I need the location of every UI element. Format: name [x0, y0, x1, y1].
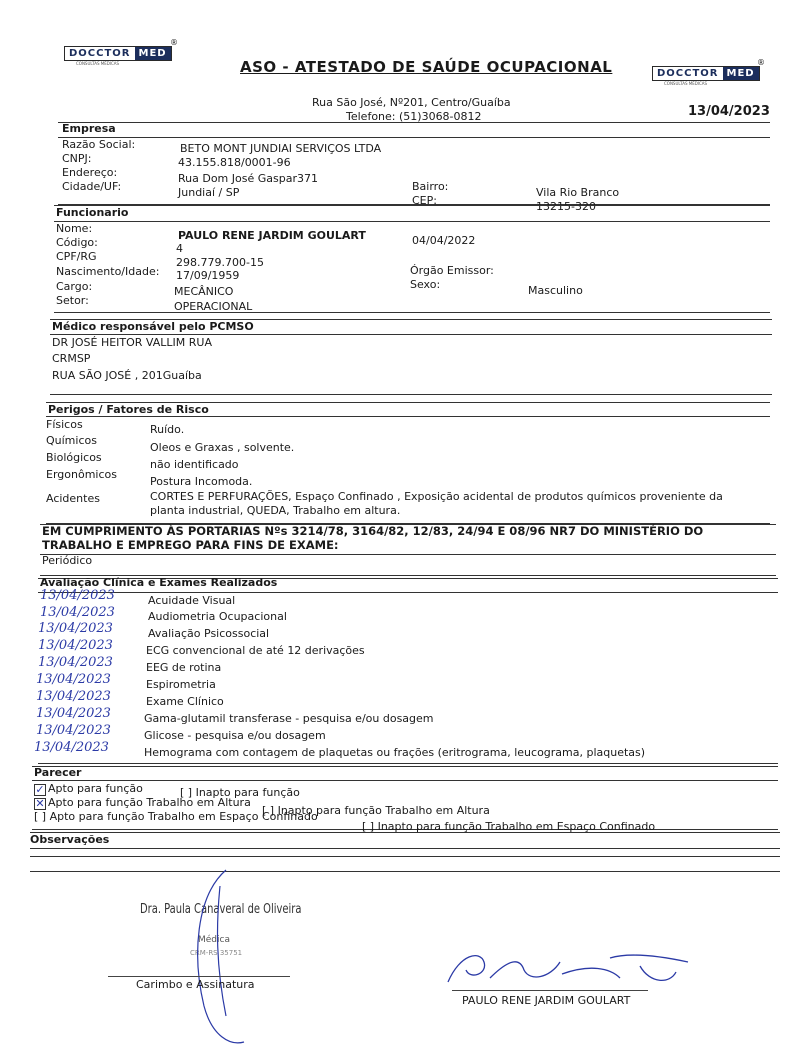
- apto-checkbox-checked[interactable]: ✓: [35, 783, 45, 796]
- risco-ergonomicos-label: Ergonômicos: [46, 468, 117, 481]
- cidade-value: Jundiaí / SP: [178, 186, 240, 199]
- clinic-phone: Telefone: (51)3068-0812: [346, 110, 482, 123]
- logo-text-b: MED: [135, 47, 171, 60]
- registered-mark: ®: [170, 38, 178, 47]
- exame-name: Exame Clínico: [146, 695, 224, 708]
- razao-label: Razão Social:: [62, 138, 136, 151]
- risco-acidentes-value: CORTES E PERFURAÇÕES, Espaço Confinado , Exposição acidental de produtos químicos proveniente da: [150, 490, 723, 503]
- exame-name: Avaliação Psicossocial: [148, 627, 270, 640]
- inapto-confinado-label: [ ] Inapto para função Trabalho em Espaço Confinado: [362, 820, 656, 833]
- bairro-value: Vila Rio Branco: [536, 186, 620, 199]
- exame-name: Audiometria Ocupacional: [148, 610, 287, 623]
- cep-value: 13215-320: [536, 200, 596, 213]
- codigo-label: Código:: [56, 236, 98, 249]
- riscos-title: Perigos / Fatores de Risco: [48, 403, 209, 416]
- setor-value: OPERACIONAL: [174, 300, 253, 313]
- document-date: 13/04/2023: [688, 104, 770, 119]
- exame-date: 13/04/2023: [36, 689, 111, 704]
- risco-fisicos-value: Ruído.: [150, 423, 185, 436]
- portarias-line1: EM CUMPRIMENTO ÀS PORTARIAS Nºs 3214/78, 3164/82, 12/83, 24/94 E 08/96 NR7 DO MINISTÉRIO DO: [42, 524, 704, 538]
- funcionario-title: Funcionario: [56, 206, 129, 219]
- page-title: ASO - ATESTADO DE SAÚDE OCUPACIONAL: [240, 58, 613, 76]
- exame-date: 13/04/2023: [36, 723, 111, 738]
- exame-date: 13/04/2023: [34, 740, 109, 755]
- apto-confinado-label: [ ] Apto para função Trabalho em Espaço Confinado: [34, 810, 318, 823]
- exame-name: Espirometria: [146, 678, 216, 691]
- cargo-value: MECÂNICO: [174, 285, 234, 298]
- stamp-role: Médica: [198, 935, 230, 945]
- docctor-med-logo-left: [64, 46, 172, 66]
- medico-crm: CRMSP: [52, 352, 91, 365]
- sexo-value: Masculino: [528, 284, 583, 297]
- risco-quimicos-value: Oleos e Graxas , solvente.: [150, 441, 295, 454]
- portarias-line2: TRABALHO E EMPREGO PARA FINS DE EXAME:: [42, 538, 339, 552]
- exame-name: Hemograma com contagem de plaquetas ou frações (eritrograma, leucograma, plaquetas): [144, 746, 646, 759]
- risco-quimicos-label: Químicos: [46, 434, 97, 447]
- endereco-label: Endereço:: [62, 166, 118, 179]
- exame-name: Gama-glutamil transferase - pesquisa e/ou dosagem: [144, 712, 434, 725]
- medico-endereco: RUA SÃO JOSÉ , 201Guaíba: [52, 369, 202, 382]
- razao-value: BETO MONT JUNDIAI SERVIÇOS LTDA: [180, 142, 382, 155]
- inapto-label: [ ] Inapto para função: [180, 786, 300, 799]
- nome-label: Nome:: [56, 222, 93, 235]
- carimbo-label: Carimbo e Assinatura: [136, 978, 255, 991]
- risco-biologicos-value: não identificado: [150, 458, 239, 471]
- logo-text-b: MED: [723, 67, 759, 80]
- inapto-altura-label: [ ] Inapto para função Trabalho em Altura: [262, 804, 490, 817]
- clinic-address: Rua São José, Nº201, Centro/Guaíba: [312, 96, 511, 109]
- bairro-label: Bairro:: [412, 180, 449, 193]
- docctor-med-logo-right: [652, 66, 760, 86]
- registered-mark: ®: [757, 58, 765, 67]
- risco-fisicos-label: Físicos: [46, 418, 83, 431]
- sexo-label: Sexo:: [410, 278, 441, 291]
- exames-title: Avaliação Clínica e Exames Realizados: [40, 576, 278, 589]
- employee-signature: [440, 948, 700, 992]
- risco-ergonomicos-value: Postura Incomoda.: [150, 475, 253, 488]
- cnpj-value: 43.155.818/0001-96: [178, 156, 291, 169]
- orgao-label: Órgão Emissor:: [410, 264, 494, 277]
- cep-label: CEP:: [412, 194, 437, 207]
- empresa-title: Empresa: [62, 122, 116, 135]
- exame-name: Glicose - pesquisa e/ou dosagem: [144, 729, 326, 742]
- observacoes-section: [30, 832, 780, 872]
- cidade-label: Cidade/UF:: [62, 180, 122, 193]
- nascimento-label: Nascimento/Idade:: [56, 265, 160, 278]
- cnpj-label: CNPJ:: [62, 152, 92, 165]
- doctor-signature-scribble: [186, 866, 256, 1056]
- logo-text-a: DOCCTOR: [657, 68, 719, 79]
- exame-name: ECG convencional de até 12 derivações: [146, 644, 365, 657]
- apto-altura-label: Apto para função Trabalho em Altura: [48, 796, 251, 809]
- stamp-name: Dra. Paula Canaveral de Oliveira: [140, 902, 302, 917]
- nome-date: 04/04/2022: [412, 234, 476, 247]
- medico-title: Médico responsável pelo PCMSO: [52, 320, 254, 333]
- nascimento-value: 17/09/1959: [176, 269, 240, 282]
- parecer-title: Parecer: [34, 766, 82, 779]
- risco-acidentes-label: Acidentes: [46, 492, 100, 505]
- cargo-label: Cargo:: [56, 280, 93, 293]
- exame-name: EEG de rotina: [146, 661, 222, 674]
- exame-date: 13/04/2023: [36, 706, 111, 721]
- exame-date: 13/04/2023: [38, 655, 113, 670]
- employee-name-signature: PAULO RENE JARDIM GOULART: [462, 994, 631, 1007]
- codigo-value: 4: [176, 242, 183, 255]
- apto-altura-checkbox-checked[interactable]: ✕: [35, 797, 45, 810]
- risco-biologicos-label: Biológicos: [46, 451, 102, 464]
- exame-date: 13/04/2023: [40, 605, 115, 620]
- risco-acidentes-value-2: planta industrial, QUEDA, Trabalho em altura.: [150, 504, 401, 517]
- tipo-exame: Periódico: [42, 554, 93, 567]
- exame-date: 13/04/2023: [40, 588, 115, 603]
- logo-subtitle: CONSULTAS MÉDICAS: [664, 81, 708, 86]
- stamp-crm: CRM-RS 35751: [190, 949, 243, 957]
- medico-nome: DR JOSÉ HEITOR VALLIM RUA: [52, 336, 212, 349]
- observacoes-title: Observações: [30, 833, 110, 846]
- cpf-label: CPF/RG: [56, 250, 97, 263]
- exame-date: 13/04/2023: [36, 672, 111, 687]
- exame-name: Acuidade Visual: [148, 594, 236, 607]
- setor-label: Setor:: [56, 294, 89, 307]
- exame-date: 13/04/2023: [38, 621, 113, 636]
- exame-date: 13/04/2023: [38, 638, 113, 653]
- nome-value: PAULO RENE JARDIM GOULART: [178, 229, 366, 242]
- endereco-value: Rua Dom José Gaspar371: [178, 172, 318, 185]
- logo-text-a: DOCCTOR: [69, 48, 131, 59]
- apto-label: Apto para função: [48, 782, 143, 795]
- logo-subtitle: CONSULTAS MÉDICAS: [76, 61, 120, 66]
- cpf-value: 298.779.700-15: [176, 256, 264, 269]
